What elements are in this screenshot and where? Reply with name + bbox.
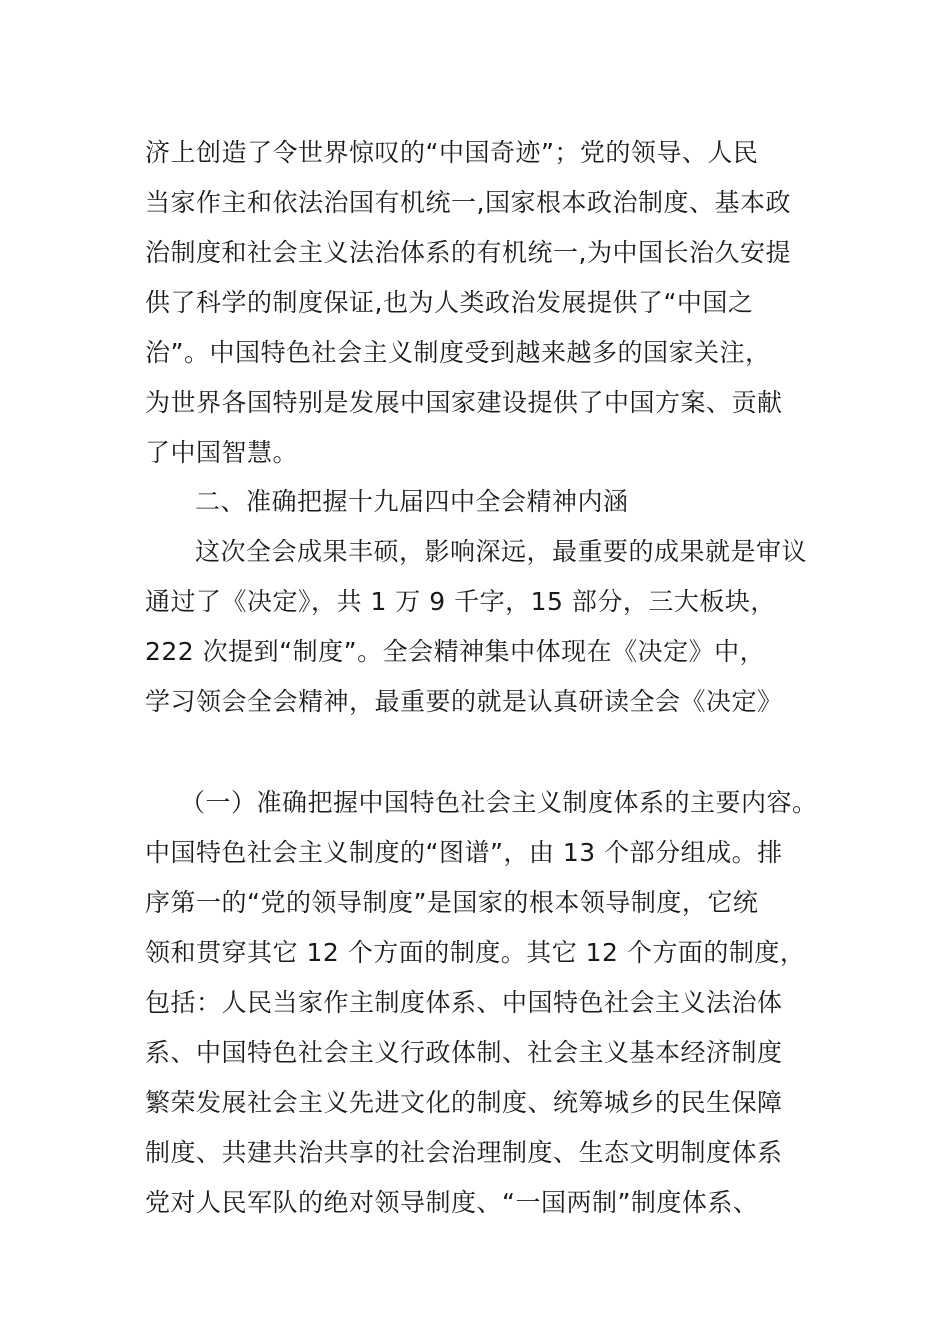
paragraph-line: 序第一的“党的领导制度”是国家的根本领导制度，它统 — [145, 888, 759, 917]
subsection-heading: （一）准确把握中国特色社会主义制度体系的主要内容。 — [180, 788, 818, 817]
paragraph-line: 系、中国特色社会主义行政体制、社会主义基本经济制度 — [145, 1038, 783, 1067]
paragraph-line: 为世界各国特别是发展中国家建设提供了中国方案、贡献 — [145, 388, 783, 417]
paragraph-line: 包括：人民当家作主制度体系、中国特色社会主义法治体 — [145, 988, 783, 1017]
paragraph-line: 222 次提到“制度”。全会精神集中体现在《决定》中， — [145, 637, 766, 666]
section-heading: 二、准确把握十九届四中全会精神内涵 — [195, 487, 629, 516]
paragraph-line: 领和贯穿其它 12 个方面的制度。其它 12 个方面的制度， — [145, 938, 806, 967]
paragraph-line: 当家作主和依法治国有机统一,国家根本政治制度、基本政 — [145, 188, 791, 217]
paragraph-line: 济上创造了令世界惊叹的“中国奇迹”；党的领导、人民 — [145, 138, 759, 167]
paragraph-line: 制度、共建共治共享的社会治理制度、生态文明制度体系 — [145, 1138, 783, 1167]
paragraph-line: 学习领会全会精神，最重要的就是认真研读全会《决定》 — [145, 687, 783, 716]
paragraph-line: 供了科学的制度保证,也为人类政治发展提供了“中国之 — [145, 288, 754, 317]
paragraph-line: 通过了《决定》，共 1 万 9 千字，15 部分，三大板块， — [145, 587, 776, 616]
paragraph-line: 了中国智慧。 — [145, 438, 299, 467]
paragraph-line: 中国特色社会主义制度的“图谱”，由 13 个部分组成。排 — [145, 838, 783, 867]
paragraph-line: 治”。中国特色社会主义制度受到越来越多的国家关注， — [145, 338, 771, 367]
paragraph-line: 繁荣发展社会主义先进文化的制度、统筹城乡的民生保障 — [145, 1088, 783, 1117]
paragraph-line: 党对人民军队的绝对领导制度、“一国两制”制度体系、 — [145, 1188, 759, 1217]
paragraph-line: 这次全会成果丰硕，影响深远，最重要的成果就是审议 — [195, 537, 808, 566]
paragraph-line: 治制度和社会主义法治体系的有机统一,为中国长治久安提 — [145, 238, 791, 267]
